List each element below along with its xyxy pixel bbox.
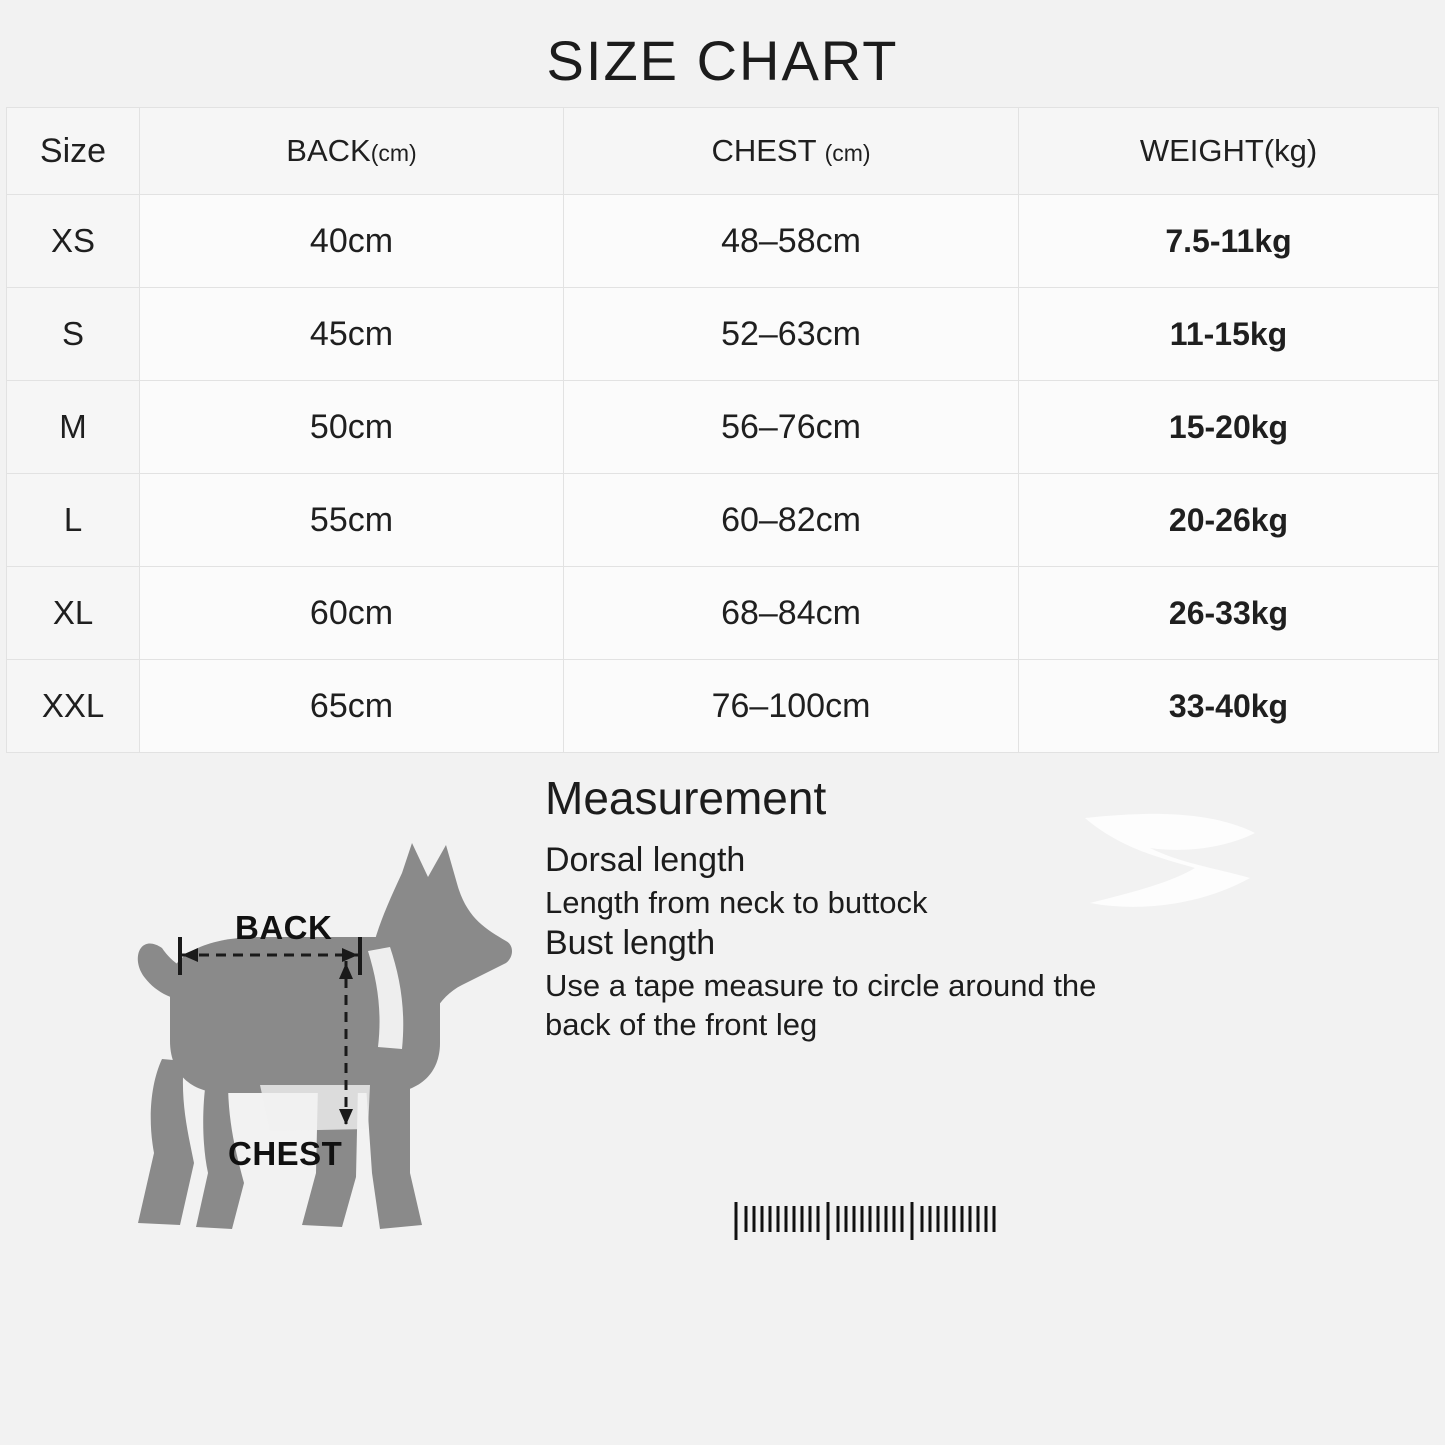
column-header-back-label: BACK bbox=[286, 133, 371, 168]
diagram-label-chest: CHEST bbox=[228, 1135, 343, 1172]
cell-weight: 26-33kg bbox=[1019, 567, 1439, 660]
cell-weight: 11-15kg bbox=[1019, 288, 1439, 381]
cell-back: 45cm bbox=[140, 288, 564, 381]
diagram-label-back: BACK bbox=[235, 909, 333, 946]
table-header-row bbox=[7, 108, 1439, 195]
column-header-back-unit: (cm) bbox=[370, 140, 417, 166]
cell-size: L bbox=[7, 474, 140, 567]
table-row bbox=[7, 381, 1439, 474]
bust-length-description-line1: Use a tape measure to circle around the bbox=[545, 967, 1097, 1003]
table-header bbox=[7, 108, 1439, 195]
cell-chest: 68–84cm bbox=[564, 567, 1019, 660]
bust-length-title: Bust length bbox=[545, 924, 716, 963]
cell-size: XXL bbox=[7, 660, 140, 753]
tape-measure-icon bbox=[730, 1198, 1010, 1244]
dorsal-length-title: Dorsal length bbox=[545, 841, 746, 879]
column-header-weight: WEIGHT(kg) bbox=[1019, 108, 1439, 195]
cell-weight: 33-40kg bbox=[1019, 660, 1439, 753]
page-title: SIZE CHART bbox=[546, 29, 899, 92]
cell-chest: 52–63cm bbox=[564, 288, 1019, 381]
table-row bbox=[7, 474, 1439, 567]
column-header-chest-unit: (cm) bbox=[824, 140, 871, 166]
cell-back: 60cm bbox=[140, 567, 564, 660]
column-header-chest-label: CHEST bbox=[711, 133, 816, 168]
table-row bbox=[7, 195, 1439, 288]
measurement-section bbox=[0, 753, 1445, 1433]
cell-chest: 60–82cm bbox=[564, 474, 1019, 567]
cell-size: XL bbox=[7, 567, 140, 660]
table-row bbox=[7, 567, 1439, 660]
column-header-back bbox=[140, 108, 564, 195]
table-body bbox=[7, 195, 1439, 753]
cell-weight: 20-26kg bbox=[1019, 474, 1439, 567]
size-chart-table bbox=[6, 107, 1439, 753]
table-row bbox=[7, 660, 1439, 753]
cell-back: 50cm bbox=[140, 381, 564, 474]
cell-weight: 7.5-11kg bbox=[1019, 195, 1439, 288]
cell-size: S bbox=[7, 288, 140, 381]
cell-size: M bbox=[7, 381, 140, 474]
column-header-chest bbox=[564, 108, 1019, 195]
bust-length-description-line2: back of the front leg bbox=[545, 1007, 818, 1043]
cell-back: 40cm bbox=[140, 195, 564, 288]
cell-chest: 48–58cm bbox=[564, 195, 1019, 288]
dog-measurement-diagram bbox=[110, 833, 540, 1293]
cell-back: 65cm bbox=[140, 660, 564, 753]
dog-silhouette-icon bbox=[110, 833, 540, 1293]
measurement-heading: Measurement bbox=[545, 772, 827, 824]
table-row bbox=[7, 288, 1439, 381]
size-chart-table-container bbox=[0, 107, 1445, 753]
measurement-text-block bbox=[545, 771, 1405, 1045]
column-header-size: Size bbox=[7, 108, 140, 195]
dorsal-length-description: Length from neck to buttock bbox=[545, 884, 928, 920]
cell-back: 55cm bbox=[140, 474, 564, 567]
cell-chest: 76–100cm bbox=[564, 660, 1019, 753]
cell-chest: 56–76cm bbox=[564, 381, 1019, 474]
cell-size: XS bbox=[7, 195, 140, 288]
cell-weight: 15-20kg bbox=[1019, 381, 1439, 474]
